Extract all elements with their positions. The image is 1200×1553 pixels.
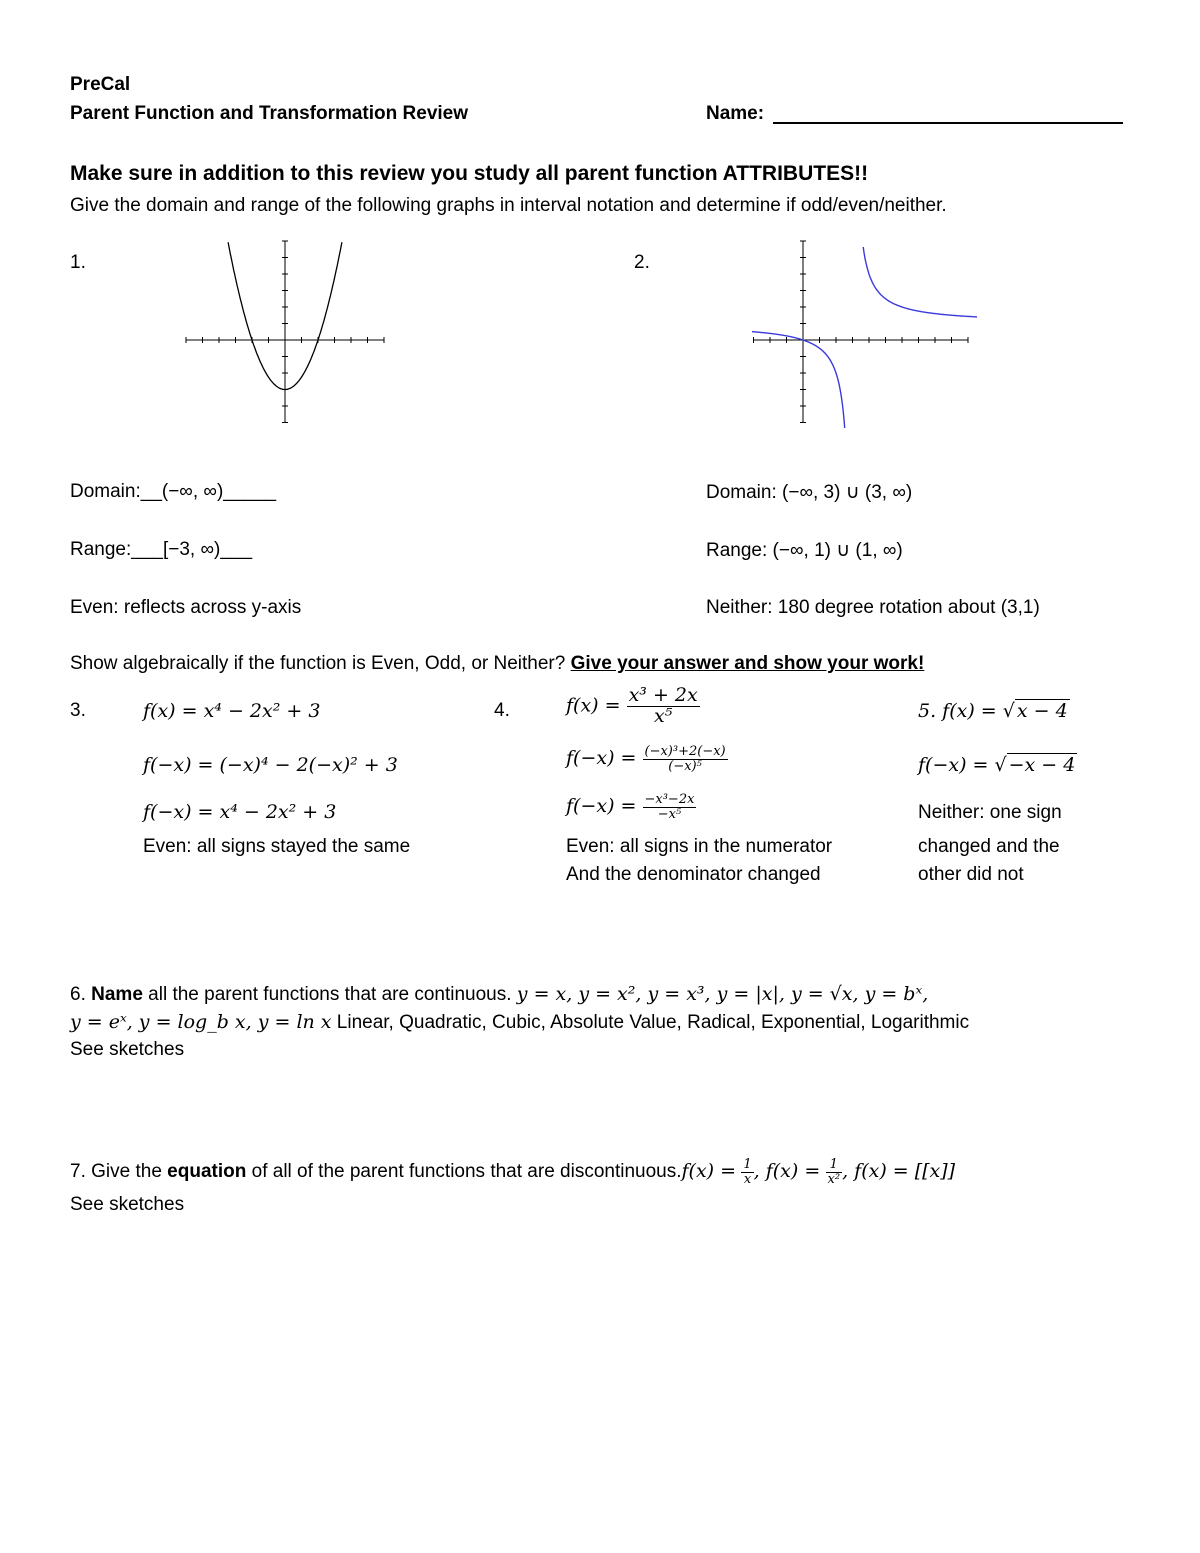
problem-7-eq-2-fraction bbox=[826, 1158, 843, 1186]
problem-6-equations-2: y = eˣ, y = log_b x, y = ln x bbox=[70, 1011, 332, 1033]
problem-3-step-1: f(−x) = (−x)⁴ − 2(−x)² + 3 bbox=[143, 754, 398, 776]
problem-4-step-2 bbox=[566, 793, 696, 821]
problem-4-function bbox=[566, 686, 700, 727]
problem-4-step-1 bbox=[566, 745, 728, 773]
problem-7-eq-2-numerator: 1 bbox=[826, 1158, 843, 1173]
problem-4-step-1-denominator: (−x)⁵ bbox=[668, 758, 702, 774]
problem-7-line bbox=[70, 1158, 955, 1186]
problem-4-lhs: f(x) = bbox=[566, 694, 621, 717]
problem-5-step-1-radicand: −x − 4 bbox=[1008, 754, 1076, 776]
graph-1 bbox=[170, 238, 395, 443]
page-title: Parent Function and Transformation Review bbox=[70, 103, 469, 124]
problem-4-answer-line-1: Even: all signs in the numerator bbox=[566, 836, 833, 857]
problem-3-answer: Even: all signs stayed the same bbox=[143, 836, 411, 857]
problem-6-number: 6. bbox=[70, 984, 86, 1005]
problem-7-bold-word: equation bbox=[167, 1161, 247, 1183]
problem-7-text: of all of the parent functions that are discontinuous. bbox=[246, 1161, 682, 1183]
graph-2 bbox=[752, 238, 977, 443]
instructions: Give the domain and range of the following graphs in interval notation and determine if odd/even/neither. bbox=[70, 195, 947, 216]
graph-2-left-branch bbox=[752, 332, 845, 428]
problem-4-step-2-denominator: −x⁵ bbox=[657, 806, 682, 822]
problem-4-step-2-lhs: f(−x) = bbox=[566, 795, 637, 818]
problem-1-domain: Domain:__(−∞, ∞)_____ bbox=[70, 481, 277, 502]
problem-7-eq-1-numerator: 1 bbox=[743, 1157, 752, 1172]
problem-6-line-1 bbox=[70, 983, 928, 1006]
problem-5-answer-line-1: Neither: one sign bbox=[918, 802, 1062, 823]
problem-4-fraction bbox=[627, 686, 700, 727]
graph-1-axes bbox=[186, 241, 384, 423]
course-label: PreCal bbox=[70, 74, 131, 95]
problem-4-step-1-numerator: (−x)³+2(−x) bbox=[644, 744, 726, 759]
problem-5-function: 5. f(x) = √ x − 4 bbox=[918, 700, 1068, 722]
problem-1-number: 1. bbox=[70, 252, 86, 273]
problem-4-step-2-numerator: −x³−2x bbox=[644, 792, 695, 807]
algebra-prompt-text: Show algebraically if the function is Even, Odd, or Neither? bbox=[70, 653, 566, 674]
problem-5-lhs: 5. f(x) = bbox=[918, 700, 1003, 722]
problem-7-eq-3: , f(x) = [[x]] bbox=[842, 1160, 956, 1183]
problem-7-eq-1-denominator: x bbox=[743, 1171, 752, 1187]
problem-6-note: See sketches bbox=[70, 1039, 185, 1060]
problem-5-step-1: f(−x) = √ −x − 4 bbox=[918, 754, 1076, 776]
problem-5-step-1-lhs: f(−x) = bbox=[918, 754, 995, 776]
algebra-prompt bbox=[70, 653, 924, 675]
problem-2-number: 2. bbox=[634, 252, 650, 273]
problem-4-step-2-fraction bbox=[643, 793, 697, 821]
problem-6-bold-word: Name bbox=[91, 984, 143, 1005]
problem-7-eq-2-lhs: , f(x) = bbox=[753, 1160, 821, 1183]
problem-7-note: See sketches bbox=[70, 1194, 185, 1215]
problem-6-text: all the parent functions that are continuous. bbox=[142, 984, 517, 1005]
problem-3-number: 3. bbox=[70, 700, 86, 721]
problem-6-names: Linear, Quadratic, Cubic, Absolute Value, Radical, Exponential, Logarithmic bbox=[331, 1012, 970, 1033]
graph-2-right-branch bbox=[863, 247, 977, 319]
problem-5-answer-line-2: changed and the bbox=[918, 836, 1060, 857]
problem-4-number: 4. bbox=[494, 700, 510, 721]
problem-3-step-2: f(−x) = x⁴ − 2x² + 3 bbox=[143, 801, 337, 823]
problem-2-range: Range: (−∞, 1) ∪ (1, ∞) bbox=[706, 540, 903, 561]
problem-7-prefix: 7. Give the bbox=[70, 1161, 168, 1183]
problem-4-answer-line-2: And the denominator changed bbox=[566, 864, 821, 885]
problem-6-equations-1: y = x, y = x², y = x³, y = |x|, y = √x, y = bˣ, bbox=[516, 983, 929, 1005]
name-label: Name: bbox=[706, 103, 765, 124]
problem-5-answer-line-3: other did not bbox=[918, 864, 1024, 885]
problem-4-numerator: x³ + 2x bbox=[628, 684, 698, 706]
problem-1-symmetry: Even: reflects across y-axis bbox=[70, 597, 302, 618]
problem-7-eq-1-lhs: f(x) = bbox=[681, 1160, 737, 1183]
problem-4-denominator: x⁵ bbox=[653, 704, 673, 727]
graph-2-axes bbox=[754, 241, 969, 423]
name-field[interactable] bbox=[773, 122, 1123, 124]
algebra-prompt-emphasis: Give your answer and show your work! bbox=[570, 653, 925, 674]
problem-2-symmetry: Neither: 180 degree rotation about (3,1) bbox=[706, 597, 1040, 618]
problem-3-function: f(x) = x⁴ − 2x² + 3 bbox=[143, 700, 321, 722]
problem-7-eq-2-denominator: x² bbox=[827, 1171, 841, 1187]
problem-4-step-1-lhs: f(−x) = bbox=[566, 747, 637, 770]
problem-6-line-2 bbox=[70, 1011, 969, 1034]
problem-7-eq-1-fraction bbox=[741, 1158, 753, 1186]
problem-1-range: Range:___[−3, ∞)___ bbox=[70, 539, 253, 560]
emphasis-note: Make sure in addition to this review you study all parent function ATTRIBUTES!! bbox=[70, 162, 869, 185]
problem-2-domain: Domain: (−∞, 3) ∪ (3, ∞) bbox=[706, 482, 913, 503]
problem-4-step-1-fraction bbox=[643, 745, 728, 773]
problem-5-radicand: x − 4 bbox=[1016, 700, 1068, 722]
